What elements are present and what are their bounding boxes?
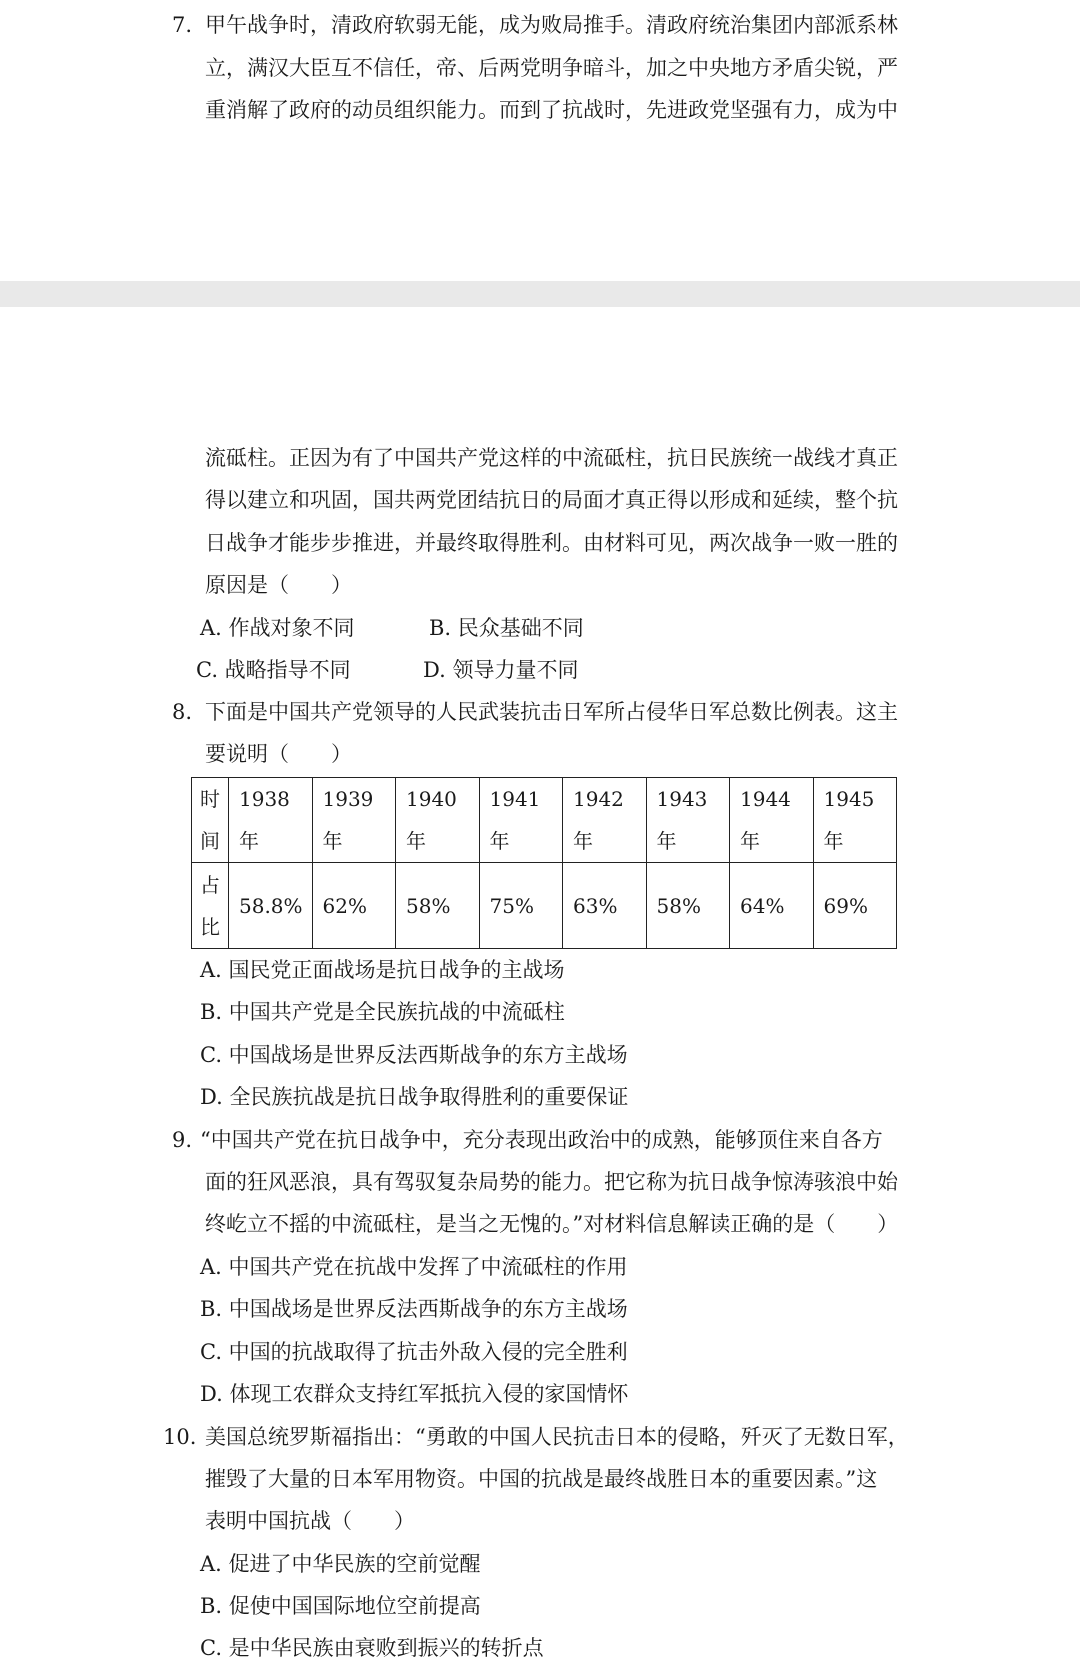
q9-stem-line: 面的狂风恶浪，具有驾驭复杂局势的能力。把它称为抗日战争惊涛骇浪中始 bbox=[205, 1170, 898, 1194]
q9-number: 9. bbox=[172, 1128, 193, 1152]
q7-number: 7. bbox=[172, 13, 193, 37]
table-cell-ratio: 64% bbox=[730, 863, 814, 949]
table-cell-ratio: 75% bbox=[479, 863, 563, 949]
q9-option-a: A. 中国共产党在抗战中发挥了中流砥柱的作用 bbox=[200, 1255, 628, 1279]
q8-stem-line: 要说明（ ） bbox=[205, 742, 352, 766]
table-cell-year: 1941 年 bbox=[479, 778, 563, 863]
q10-stem-line: 表明中国抗战（ ） bbox=[205, 1509, 415, 1533]
q7-stem-line: 日战争才能步步推进，并最终取得胜利。由材料可见，两次战争一败一胜的 bbox=[205, 531, 898, 555]
table-cell-year: 1940 年 bbox=[396, 778, 480, 863]
q7-stem-line: 得以建立和巩固，国共两党团结抗日的局面才真正得以形成和延续，整个抗 bbox=[205, 488, 898, 512]
q10-number: 10. bbox=[163, 1425, 197, 1449]
table-cell-year: 1944 年 bbox=[730, 778, 814, 863]
table-cell-ratio: 69% bbox=[813, 863, 897, 949]
q9-stem-line: “中国共产党在抗日战争中，充分表现出政治中的成熟，能够顶住来自各方 bbox=[200, 1128, 883, 1152]
table-header-time: 时 间 bbox=[192, 778, 229, 863]
q8-option-a: A. 国民党正面战场是抗日战争的主战场 bbox=[200, 958, 565, 982]
q10-option-c: C. 是中华民族由衰败到振兴的转折点 bbox=[200, 1636, 544, 1660]
table-cell-ratio: 62% bbox=[312, 863, 396, 949]
ratio-table bbox=[191, 777, 897, 949]
table-cell-year: 1943 年 bbox=[646, 778, 730, 863]
table-cell-year: 1939 年 bbox=[312, 778, 396, 863]
q9-option-c: C. 中国的抗战取得了抗击外敌入侵的完全胜利 bbox=[200, 1340, 628, 1364]
table-cell-ratio: 58.8% bbox=[229, 863, 313, 949]
q8-number: 8. bbox=[172, 700, 193, 724]
table-row-ratio bbox=[192, 863, 897, 949]
q7-option-b: B. 民众基础不同 bbox=[429, 616, 584, 640]
q7-option-d: D. 领导力量不同 bbox=[423, 658, 579, 682]
q7-stem-line: 流砥柱。正因为有了中国共产党这样的中流砥柱，抗日民族统一战线才真正 bbox=[205, 446, 898, 470]
q8-option-c: C. 中国战场是世界反法西斯战争的东方主战场 bbox=[200, 1043, 628, 1067]
q10-stem-line: 摧毁了大量的日本军用物资。中国的抗战是最终战胜日本的重要因素。”这 bbox=[205, 1467, 878, 1491]
table-cell-year: 1942 年 bbox=[563, 778, 647, 863]
q10-option-a: A. 促进了中华民族的空前觉醒 bbox=[200, 1552, 481, 1576]
q7-stem-line: 甲午战争时，清政府软弱无能，成为败局推手。清政府统治集团内部派系林 bbox=[205, 13, 898, 37]
q7-stem-line: 立，满汉大臣互不信任，帝、后两党明争暗斗，加之中央地方矛盾尖锐，严 bbox=[205, 56, 898, 80]
table-cell-year: 1938 年 bbox=[229, 778, 313, 863]
q7-option-c: C. 战略指导不同 bbox=[196, 658, 351, 682]
table-cell-ratio: 58% bbox=[646, 863, 730, 949]
q9-option-d: D. 体现工农群众支持红军抵抗入侵的家国情怀 bbox=[200, 1382, 629, 1406]
table-cell-ratio: 58% bbox=[396, 863, 480, 949]
q10-option-b: B. 促使中国国际地位空前提高 bbox=[200, 1594, 481, 1618]
q9-stem-line: 终屹立不摇的中流砥柱，是当之无愧的。”对材料信息解读正确的是（ ） bbox=[205, 1212, 899, 1236]
table-cell-ratio: 63% bbox=[563, 863, 647, 949]
q8-option-d: D. 全民族抗战是抗日战争取得胜利的重要保证 bbox=[200, 1085, 629, 1109]
table-cell-year: 1945 年 bbox=[813, 778, 897, 863]
q7-stem-line: 重消解了政府的动员组织能力。而到了抗战时，先进政党坚强有力，成为中 bbox=[205, 98, 898, 122]
q10-stem-line: 美国总统罗斯福指出：“勇敢的中国人民抗击日本的侵略，歼灭了无数日军， bbox=[205, 1425, 909, 1449]
q7-option-a: A. 作战对象不同 bbox=[200, 616, 355, 640]
q8-option-b: B. 中国共产党是全民族抗战的中流砥柱 bbox=[200, 1000, 565, 1024]
q9-option-b: B. 中国战场是世界反法西斯战争的东方主战场 bbox=[200, 1297, 628, 1321]
q8-stem-line: 下面是中国共产党领导的人民武装抗击日军所占侵华日军总数比例表。这主 bbox=[205, 700, 898, 724]
page-gap-band bbox=[0, 281, 1080, 307]
table-header-ratio: 占 比 bbox=[192, 863, 229, 949]
table-row-time bbox=[192, 778, 897, 863]
q7-stem-line: 原因是（ ） bbox=[205, 573, 352, 597]
